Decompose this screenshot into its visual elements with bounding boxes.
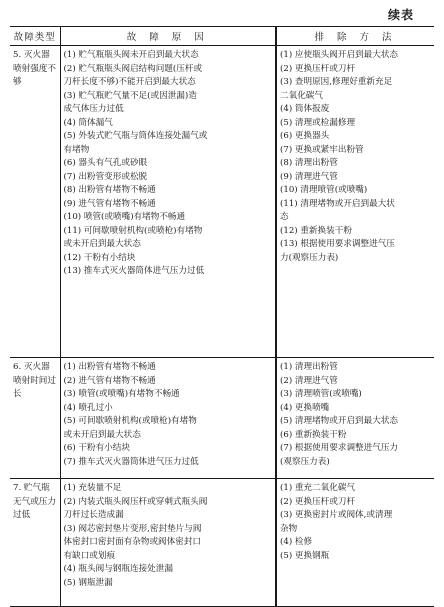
text-line: (11) 清理堵物或开启到最大状 bbox=[280, 198, 395, 209]
text-line: 过低 bbox=[13, 510, 31, 520]
text-line: (7) 更换或紧牢出粉管 bbox=[280, 144, 364, 155]
table-row bbox=[10, 46, 434, 358]
remedy-cell bbox=[276, 479, 434, 607]
fault-cause-cell bbox=[60, 46, 276, 358]
text-line: 或未开启到最大状态 bbox=[63, 429, 141, 440]
fault-type-cell bbox=[10, 358, 60, 479]
text-line: 有堵物 bbox=[63, 144, 90, 155]
text-line: (6) 器头有气孔或砂眼 bbox=[63, 158, 148, 168]
text-line: 喷射时间过 bbox=[13, 375, 56, 386]
text-line: 7. 贮气瓶 bbox=[13, 483, 50, 493]
text-line: 力(观察压力表) bbox=[280, 252, 339, 263]
text-line: (4) 瓶头阀与钢瓶连接处泄漏 bbox=[63, 564, 173, 574]
text-line: (3) 贮气瓶贮气量不足(或因泄漏)造 bbox=[63, 90, 197, 101]
text-line: (9) 清理进气管 bbox=[280, 171, 338, 182]
text-line: (6) 干粉有小结块 bbox=[63, 443, 130, 453]
text-line: (5) 钢瓶泄漏 bbox=[63, 577, 113, 588]
text-line: 有缺口或划痕 bbox=[63, 550, 116, 561]
text-line: (4) 检修 bbox=[280, 537, 313, 547]
text-line: 够 bbox=[13, 77, 22, 87]
text-line: (12) 重新换装干粉 bbox=[280, 225, 352, 236]
text-line: 6. 灭火器 bbox=[13, 362, 50, 372]
text-line: (4) 筒体漏气 bbox=[63, 117, 113, 128]
table-row bbox=[10, 358, 434, 479]
text-line: (2) 更换压杆或刀杆 bbox=[280, 496, 356, 507]
text-line: (11) 可间歇喷射机构(或喷枪)有堵物 bbox=[63, 225, 203, 236]
table-row bbox=[10, 479, 434, 607]
text-line: (4) 喷孔过小 bbox=[63, 402, 113, 413]
text-line: 杂物 bbox=[280, 523, 298, 534]
text-line: (6) 更换器头 bbox=[280, 131, 330, 141]
text-line: (2) 进气管有堵物不畅通 bbox=[63, 375, 156, 386]
text-line: (6) 重新换装干粉 bbox=[280, 429, 347, 440]
text-line: (4) 更换喷嘴 bbox=[280, 402, 330, 413]
header-row bbox=[10, 27, 434, 46]
header-remedy: 排 除 方 法 bbox=[276, 27, 434, 46]
text-line: (4) 筒体报废 bbox=[280, 104, 330, 114]
text-line: (5) 可间歇喷射机构(或喷枪)有堵物 bbox=[63, 416, 197, 426]
text-line: 成气体压力过低 bbox=[63, 104, 124, 114]
fault-type-cell bbox=[10, 46, 60, 358]
text-line: (2) 内装式瓶头阀压杆或穿刺式瓶头阀 bbox=[63, 496, 208, 507]
text-line: (2) 更换压杆或刀杆 bbox=[280, 63, 356, 74]
text-line: (3) 更换密封片或阀体,或清理 bbox=[280, 510, 393, 520]
text-line: (8) 出粉管有堵物不畅通 bbox=[63, 185, 156, 195]
text-line: (3) 阀芯密封垫片变形,密封垫片与阀 bbox=[63, 523, 202, 534]
text-line: (5) 外装式贮气瓶与筒体连接处漏气或 bbox=[63, 131, 208, 141]
text-line: (12) 干粉有小结块 bbox=[63, 252, 136, 263]
text-line: 刀杆过长造成漏 bbox=[63, 510, 124, 520]
remedy-cell bbox=[276, 358, 434, 479]
text-line: (1) 应使瓶头阀开启到最大状态 bbox=[280, 50, 399, 60]
text-line: (10) 清理喷管(或喷嘴) bbox=[280, 185, 368, 195]
text-line: 体密封口密封面有杂物或阀体密封口 bbox=[63, 537, 202, 547]
text-line: (1) 贮气瓶瓶头阀未开启到最大状态 bbox=[63, 50, 199, 60]
header-fault-type: 故障类型 bbox=[10, 27, 60, 46]
fault-cause-cell bbox=[60, 358, 276, 479]
text-line: (8) 清理出粉管 bbox=[280, 158, 338, 168]
text-line: (7) 推车式灭火器筒体进气压力过低 bbox=[63, 456, 199, 467]
text-line: (13) 推车式灭火器筒体进气压力过低 bbox=[63, 266, 205, 276]
text-line: (9) 进气管有堵物不畅通 bbox=[63, 198, 156, 209]
remedy-cell bbox=[276, 46, 434, 358]
text-line: (5) 清理堵物或开启到最大状态 bbox=[280, 416, 399, 426]
text-line: (1) 充装量不足 bbox=[63, 483, 122, 493]
text-line: (2) 清理进气管 bbox=[280, 375, 338, 386]
text-line: 喷射强度不 bbox=[13, 63, 56, 74]
text-line: 5. 灭火器 bbox=[13, 50, 50, 60]
text-line: 长 bbox=[13, 389, 22, 399]
fault-table bbox=[10, 26, 434, 607]
text-line: (3) 查明原因,修理好重新充足 bbox=[280, 77, 393, 87]
text-line: 二氧化碳气 bbox=[280, 90, 323, 101]
text-line: (7) 根据使用要求调整进气压力 bbox=[280, 443, 399, 453]
header-fault-cause: 故 障 原 因 bbox=[60, 27, 276, 46]
text-line: (7) 出粉管变形或松脱 bbox=[63, 171, 148, 182]
text-line: 态 bbox=[280, 212, 289, 222]
text-line: (观察压力表) bbox=[280, 456, 330, 467]
text-line: (1) 清理出粉管 bbox=[280, 362, 338, 372]
text-line: (5) 清理或检漏修理 bbox=[280, 117, 356, 128]
text-line: (13) 根据使用要求调整进气压 bbox=[280, 239, 395, 249]
continuation-label: 续表 bbox=[387, 8, 414, 22]
text-line: 刀杆长度不够)不能开启到最大状态 bbox=[63, 77, 196, 87]
text-line: 无气或压力 bbox=[13, 496, 56, 507]
fault-cause-cell bbox=[60, 479, 276, 607]
text-line: (3) 喷管(或喷嘴)有堵物不畅通 bbox=[63, 389, 180, 399]
text-line: (3) 清理喷管(或喷嘴) bbox=[280, 389, 362, 399]
text-line: 或未开启到最大状态 bbox=[63, 239, 141, 249]
text-line: (2) 贮气瓶瓶头阀启结构问题(压杆或 bbox=[63, 63, 203, 74]
fault-type-cell bbox=[10, 479, 60, 607]
text-line: (1) 重充二氧化碳气 bbox=[280, 483, 356, 493]
text-line: (10) 喷管(或喷嘴)有堵物不畅通 bbox=[63, 212, 186, 222]
text-line: (5) 更换钢瓶 bbox=[280, 550, 330, 561]
text-line: (1) 出粉管有堵物不畅通 bbox=[63, 362, 156, 372]
